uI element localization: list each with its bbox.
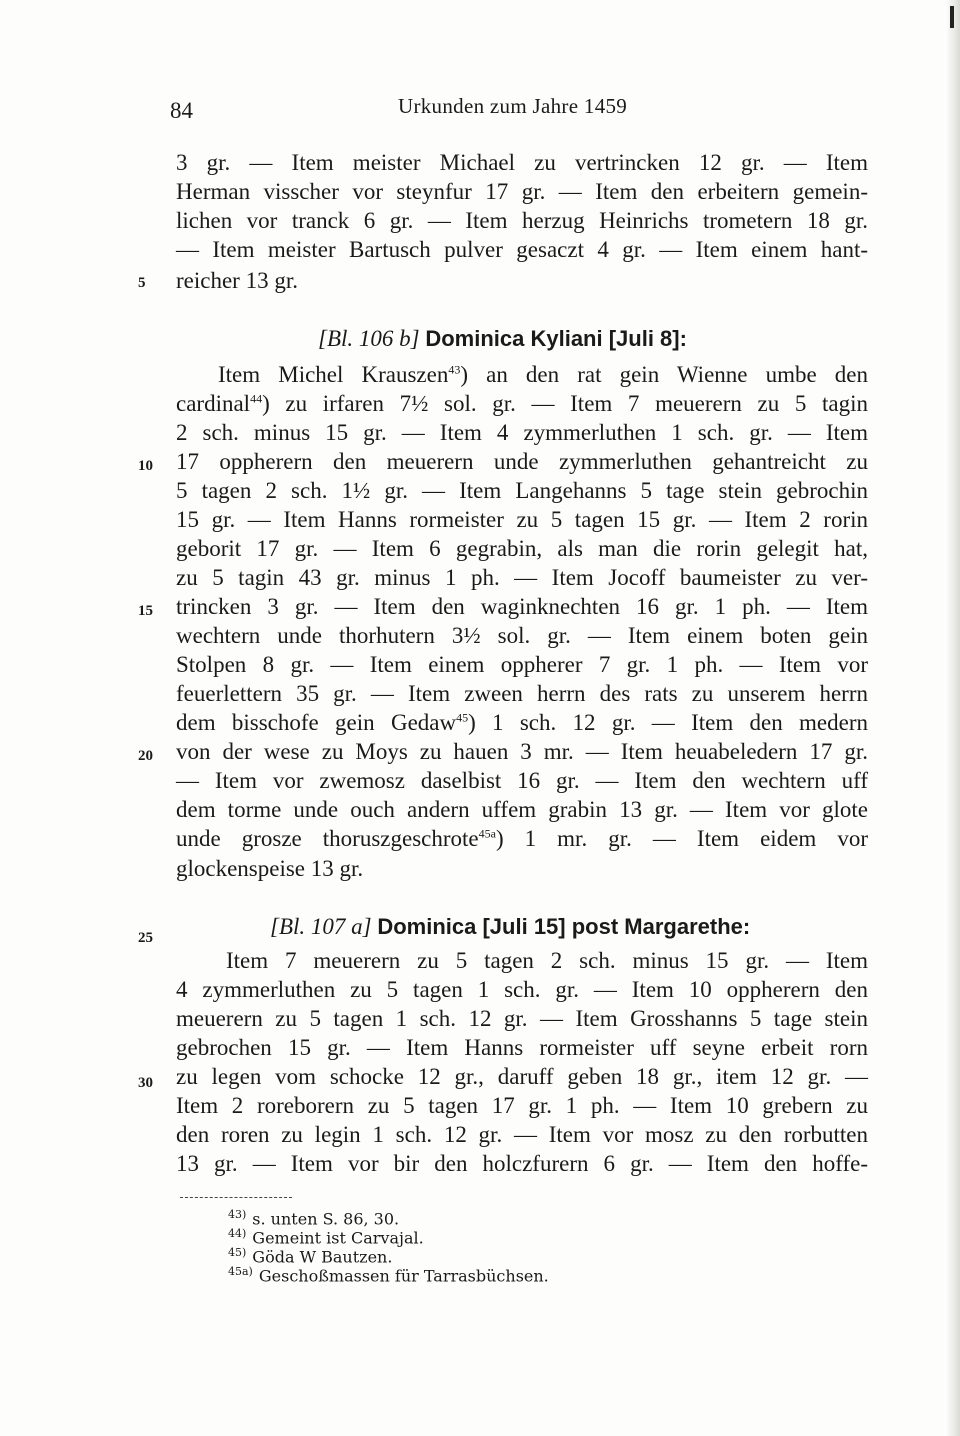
page-edge xyxy=(946,0,960,1436)
footnote-mark: 44) xyxy=(228,1227,247,1240)
text-line: zu legen vom schocke 12 gr., daruff geben 18 gr., item 12 gr. — xyxy=(176,1064,868,1089)
footnote-mark: 45a) xyxy=(228,1265,253,1278)
footnote-ref: 43 xyxy=(448,362,461,377)
footnote: $^{45)}$ Göda W Bautzen. xyxy=(228,1246,393,1267)
text-line: Item 7 meuerern zu 5 tagen 2 sch. minus 15 gr. — Item xyxy=(226,948,868,973)
line-number: 30 xyxy=(138,1075,153,1091)
text-line: geborit 17 gr. — Item 6 gegrabin, als man die rorin gelegit hat, xyxy=(176,536,868,561)
text-line: Stolpen 8 gr. — Item einem oppherer 7 gr. 1 ph. — Item vor xyxy=(176,652,868,677)
footnote: $^{43)}$ s. unten S. 86, 30. xyxy=(228,1208,400,1229)
text-line: 17 oppherern den meuerern unde zymmerluthen gehantreicht zu xyxy=(176,449,868,474)
text-line: trincken 3 gr. — Item den waginknechten 16 gr. 1 ph. — Item xyxy=(176,594,868,619)
text-line: 3 gr. — Item meister Michael zu vertrincken 12 gr. — Item xyxy=(176,150,868,175)
section-heading xyxy=(318,326,687,352)
text-line: meuerern zu 5 tagen 1 sch. 12 gr. — Item Grosshanns 5 tage stein xyxy=(176,1006,868,1031)
text-line: zu 5 tagin 43 gr. minus 1 ph. — Item Jocoff baumeister zu ver- xyxy=(176,565,868,590)
line-number: 20 xyxy=(138,748,153,764)
text-line: 2 sch. minus 15 gr. — Item 4 zymmerluthen 1 sch. gr. — Item xyxy=(176,420,868,445)
text-line: dem torme unde ouch andern uffem grabin 13 gr. — Item vor glote xyxy=(176,797,868,822)
page-number: 84 xyxy=(170,98,193,123)
footnote-rule xyxy=(180,1197,292,1198)
text-line: 5 tagen 2 sch. 1½ gr. — Item Langehanns 5 tage stein gebrochin xyxy=(176,478,868,503)
text-line: — Item vor zwemosz daselbist 16 gr. — Item den wechtern uff xyxy=(176,768,868,793)
line-number: 25 xyxy=(138,930,153,946)
footnote: $^{45a)}$ Geschoßmassen für Tarrasbüchsen. xyxy=(228,1265,549,1286)
text-line: 13 gr. — Item vor bir den holczfurern 6 gr. — Item den hoffe- xyxy=(176,1151,868,1176)
text-line: 15 gr. — Item Hanns rormeister zu 5 tagen 15 gr. — Item 2 rorin xyxy=(176,507,868,532)
footnote-mark: 43) xyxy=(228,1208,247,1221)
text-line: Herman visscher vor steynfur 17 gr. — Item den erbeitern gemein- xyxy=(176,179,868,204)
text-line: feuerlettern 35 gr. — Item zween herrn des rats zu unserem herrn xyxy=(176,681,868,706)
folio-reference: [Bl. 106 b] xyxy=(318,326,420,351)
text-line: dem bisschofe gein Gedaw$^{45}$) 1 sch. 12 gr. — Item den medern xyxy=(176,710,868,735)
section-title: Dominica Kyliani [Juli 8]: xyxy=(425,326,687,351)
footnote: $^{44)}$ Gemeint ist Carvajal. xyxy=(228,1227,424,1248)
text-line: 4 zymmerluthen zu 5 tagen 1 sch. gr. — Item 10 oppherern den xyxy=(176,977,868,1002)
section-title: Dominica [Juli 15] post Margarethe: xyxy=(377,914,751,939)
text-line: gebrochen 15 gr. — Item Hanns rormeister uff seyne erbeit rorn xyxy=(176,1035,868,1060)
text-line: unde grosze thoruszgeschrote$^{45a}$) 1 mr. gr. — Item eidem vor xyxy=(176,826,868,851)
footnote-ref: 45 xyxy=(456,710,469,725)
text-line: lichen vor tranck 6 gr. — Item herzug Heinrichs trometern 18 gr. xyxy=(176,208,868,233)
text-line: reicher 13 gr. xyxy=(176,268,298,293)
line-number: 5 xyxy=(138,275,146,291)
line-number: 15 xyxy=(138,603,153,619)
text-line: von der wese zu Moys zu hauen 3 mr. — Item heuabeledern 17 gr. xyxy=(176,739,868,764)
text-line: cardinal$^{44}$) zu irfaren 7½ sol. gr. — Item 7 meuerern zu 5 tagin xyxy=(176,391,868,416)
text-line: glockenspeise 13 gr. xyxy=(176,856,364,881)
text-line: den roren zu legin 1 sch. 12 gr. — Item vor mosz zu den rorbutten xyxy=(176,1122,868,1147)
footnote-ref: 44 xyxy=(250,391,263,406)
footnote-ref: 45a xyxy=(478,826,496,841)
line-number: 10 xyxy=(138,458,153,474)
folio-reference: [Bl. 107 a] xyxy=(270,914,372,939)
text-line: wechtern unde thorhutern 3½ sol. gr. — Item einem boten gein xyxy=(176,623,868,648)
text-line: Item Michel Krauszen$^{43}$) an den rat gein Wienne umbe den xyxy=(218,362,868,387)
footnote-mark: 45) xyxy=(228,1246,247,1259)
section-heading xyxy=(270,914,750,940)
text-line: — Item meister Bartusch pulver gesaczt 4 gr. — Item einem hant- xyxy=(176,237,868,262)
scan-mark xyxy=(950,6,954,28)
text-line: Item 2 roreborern zu 5 tagen 17 gr. 1 ph. — Item 10 grebern zu xyxy=(176,1093,868,1118)
running-head: Urkunden zum Jahre 1459 xyxy=(398,94,628,118)
